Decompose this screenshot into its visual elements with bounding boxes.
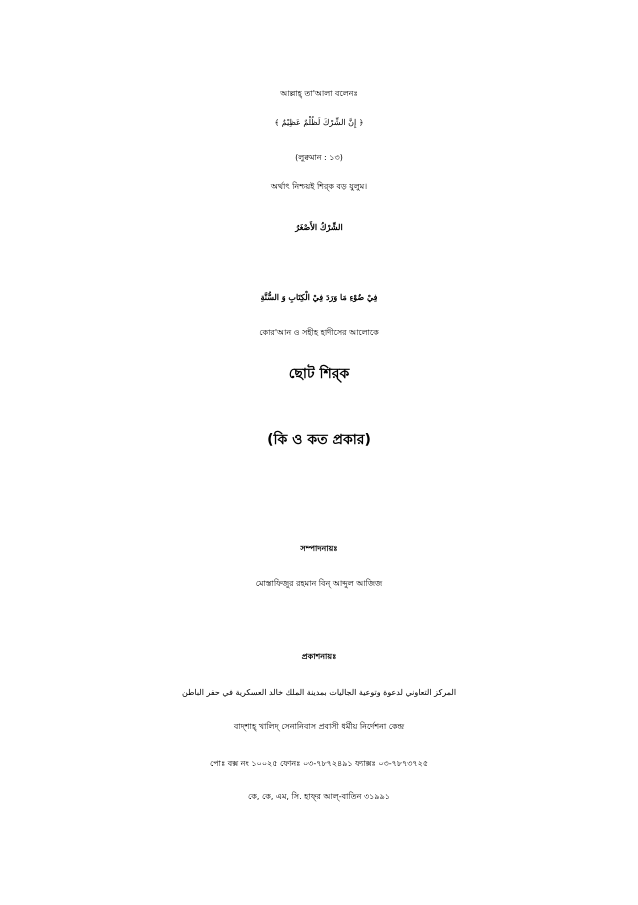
subtitle-arabic: فِيْ ضُوْءِ مَا وَرَدَ فِيْ الْكِتَابِ وَ السُّنَّةِ: [260, 292, 378, 302]
publisher-label: প্রকাশনায়ঃ: [301, 652, 337, 661]
verse-reference: (লুক্বমান : ১৩): [295, 153, 343, 162]
publisher-arabic: المركز التعاوني لدعوة وتوعية الجاليات بمدينة الملك خالد العسكرية في حفر الباطن: [181, 688, 457, 697]
editor-name: মোস্তাফিজুর রহমান বিন্ আব্দুল আজিজ: [255, 579, 383, 588]
publisher-bengali: বাদ্‌শাহ্ খালিদ্ সেনানিবাস প্রবাসী ধর্মীয় নির্দেশনা কেন্দ্র: [233, 722, 405, 731]
book-title-arabic: الشِّرْكُ الأَصْغَرُ: [295, 222, 343, 232]
editor-label: সম্পাদনায়ঃ: [300, 544, 338, 553]
verse-meaning: অর্থাৎ নিশ্চয়ই শির্‌ক বড় যুলুম।: [270, 182, 368, 191]
book-title-bengali: ছোট শির্‌ক: [288, 366, 350, 382]
quran-verse-arabic: ﴿ إِنَّ الشِّرْكَ لَظُلْمٌ عَظِيْمٌ ﴾: [274, 118, 364, 127]
subtitle-bengali: কোর'আন ও সহীহ হাদীসের আলোকে: [259, 328, 379, 337]
book-title-question: (কি ও কত প্রকার): [267, 432, 371, 448]
address: কে, কে, এম, সি. হাফ্‌র আল্-বাতিন ৩১৯৯১: [248, 792, 390, 801]
contact-info: পোঃ বক্স নং ১০০২৫ ফোনঃ ০৩-৭৮৭২৪৯১ ফ্যাক্সঃ ০৩-৭৮৭৩৭২৫: [209, 759, 429, 768]
intro-text: আল্লাহ্ তা'আলা বলেনঃ: [280, 89, 358, 98]
